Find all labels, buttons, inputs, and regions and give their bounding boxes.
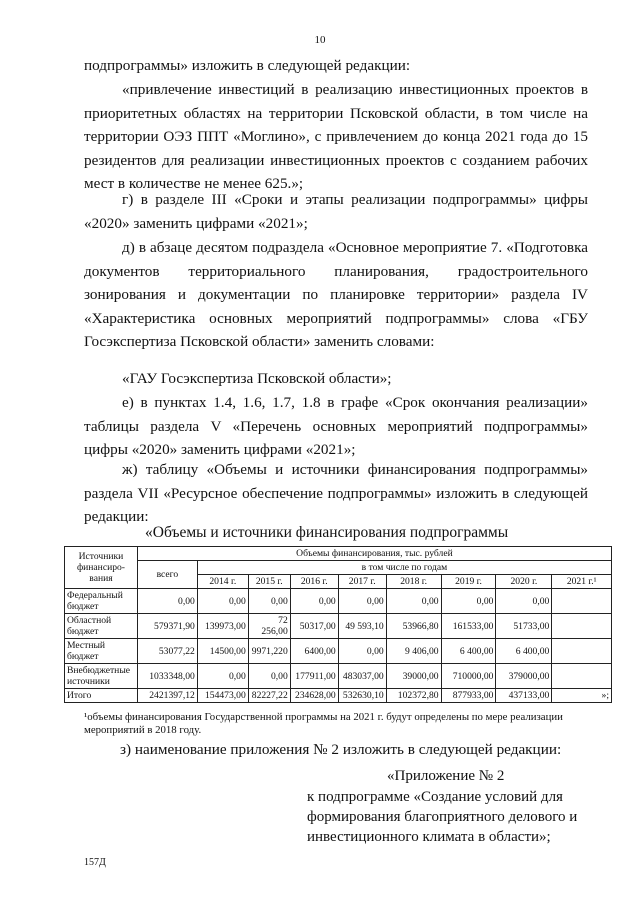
year-cell: 710000,00 (441, 664, 496, 689)
header-volume: Объемы финансирования, тыс. рублей (137, 547, 611, 561)
year-cell: 102372,80 (386, 689, 441, 703)
year-cell: 379000,00 (496, 664, 552, 689)
year-cell: 50317,00 (290, 614, 338, 639)
year-cell: 0,00 (197, 664, 248, 689)
year-cell: 9971,220 (248, 639, 290, 664)
table-title: «Объемы и источники финансирования подпрограммы (145, 524, 509, 541)
table-row (65, 639, 612, 664)
paragraph-g: г) в разделе III «Сроки и этапы реализации подпрограммы» цифры «2020» заменить цифрами «2021»; (84, 191, 588, 232)
year-cell: 234628,00 (290, 689, 338, 703)
year-header: 2017 г. (338, 575, 386, 589)
row-source: Федеральный бюджет (65, 589, 138, 614)
financing-table (64, 546, 612, 703)
paragraph-quote: «привлечение инвестиций в реализацию инвестиционных проектов в приоритетных областях на территории Псковской области, в том числе на территории ОЭЗ ППТ «Моглино», с привлечением до конца 2021 года до 15 резидентов для реализации инвестиционных проектов с созданием рабочих мест в количестве не менее 625.»; (84, 81, 588, 192)
year-cell: 6 400,00 (441, 639, 496, 664)
header-by-year: в том числе по годам (197, 561, 611, 575)
year-header: 2016 г. (290, 575, 338, 589)
year-cell: 0,00 (338, 589, 386, 614)
year-cell: 49 593,10 (338, 614, 386, 639)
row-total: 579371,90 (137, 614, 197, 639)
paragraph-gau: «ГАУ Госэкспертиза Псковской области»; (122, 370, 392, 387)
year-cell: 161533,00 (441, 614, 496, 639)
table-row (65, 589, 612, 614)
paragraph-intro: подпрограммы» изложить в следующей редакции: (84, 57, 411, 74)
header-total: всего (137, 561, 197, 589)
year-cell: 532630,10 (338, 689, 386, 703)
appendix-title: «Приложение № 2 (387, 768, 505, 784)
row-total: 0,00 (137, 589, 197, 614)
row-total: 53077,22 (137, 639, 197, 664)
year-cell (552, 639, 612, 664)
year-cell: 0,00 (197, 589, 248, 614)
year-cell: 437133,00 (496, 689, 552, 703)
paragraph-zh: ж) таблицу «Объемы и источники финансирования подпрограммы» раздела VII «Ресурсное обеспечение подпрограммы» изложить в следующей редакции: (84, 461, 588, 525)
year-cell: 0,00 (248, 589, 290, 614)
table-row-total (65, 689, 612, 703)
row-source: Областной бюджет (65, 614, 138, 639)
year-cell: 177911,00 (290, 664, 338, 689)
page-number: 10 (314, 34, 326, 46)
year-cell: 0,00 (386, 589, 441, 614)
year-cell: 53966,80 (386, 614, 441, 639)
year-cell: 0,00 (496, 589, 552, 614)
year-header: 2021 г.¹ (552, 575, 612, 589)
year-header: 2018 г. (386, 575, 441, 589)
year-cell: 154473,00 (197, 689, 248, 703)
year-cell: 0,00 (290, 589, 338, 614)
year-cell: »; (552, 689, 612, 703)
year-cell: 72 256,00 (248, 614, 290, 639)
row-source: Местный бюджет (65, 639, 138, 664)
year-cell: 39000,00 (386, 664, 441, 689)
year-cell: 51733,00 (496, 614, 552, 639)
year-cell: 6 400,00 (496, 639, 552, 664)
year-cell: 0,00 (441, 589, 496, 614)
year-cell (552, 589, 612, 614)
year-cell (552, 614, 612, 639)
row-total: 1033348,00 (137, 664, 197, 689)
year-cell: 9 406,00 (386, 639, 441, 664)
paragraph-e: е) в пунктах 1.4, 1.6, 1.7, 1.8 в графе «Срок окончания реализации» таблицы раздела V «Перечень основных мероприятий подпрограммы» цифры «2020» заменить цифрами «2021»; (84, 394, 588, 458)
paragraph-z: з) наименование приложения № 2 изложить в следующей редакции: (120, 741, 562, 758)
row-source: Внебюджетные источники (65, 664, 138, 689)
year-cell: 14500,00 (197, 639, 248, 664)
year-cell: 6400,00 (290, 639, 338, 664)
year-cell: 0,00 (338, 639, 386, 664)
year-cell: 139973,00 (197, 614, 248, 639)
paragraph-d: д) в абзаце десятом подраздела «Основное мероприятие 7. «Подготовка документов территориального планирования, градостроительного зонирования и документации по планировке территории» раздела IV «Характеристика основных мероприятий подпрограммы» слова «ГБУ Госэкспертиза Псковской области» заменить словами: (84, 239, 588, 350)
table-row (65, 614, 612, 639)
year-header: 2015 г. (248, 575, 290, 589)
year-header: 2014 г. (197, 575, 248, 589)
year-header: 2019 г. (441, 575, 496, 589)
document-code: 157Д (84, 857, 106, 868)
year-header: 2020 г. (496, 575, 552, 589)
year-cell (552, 664, 612, 689)
footnote: ¹объемы финансирования Государственной программы на 2021 г. будут определены по мере реализации мероприятий в 2018 году. (84, 711, 563, 736)
appendix-text: к подпрограмме «Создание условий для формирования благоприятного делового и инвестиционного климата в области»; (307, 789, 578, 845)
row-total: 2421397,12 (137, 689, 197, 703)
header-source: Источники финансиро-вания (65, 547, 138, 589)
row-source: Итого (65, 689, 138, 703)
year-cell: 0,00 (248, 664, 290, 689)
year-cell: 82227,22 (248, 689, 290, 703)
table-row (65, 664, 612, 689)
year-cell: 483037,00 (338, 664, 386, 689)
year-cell: 877933,00 (441, 689, 496, 703)
